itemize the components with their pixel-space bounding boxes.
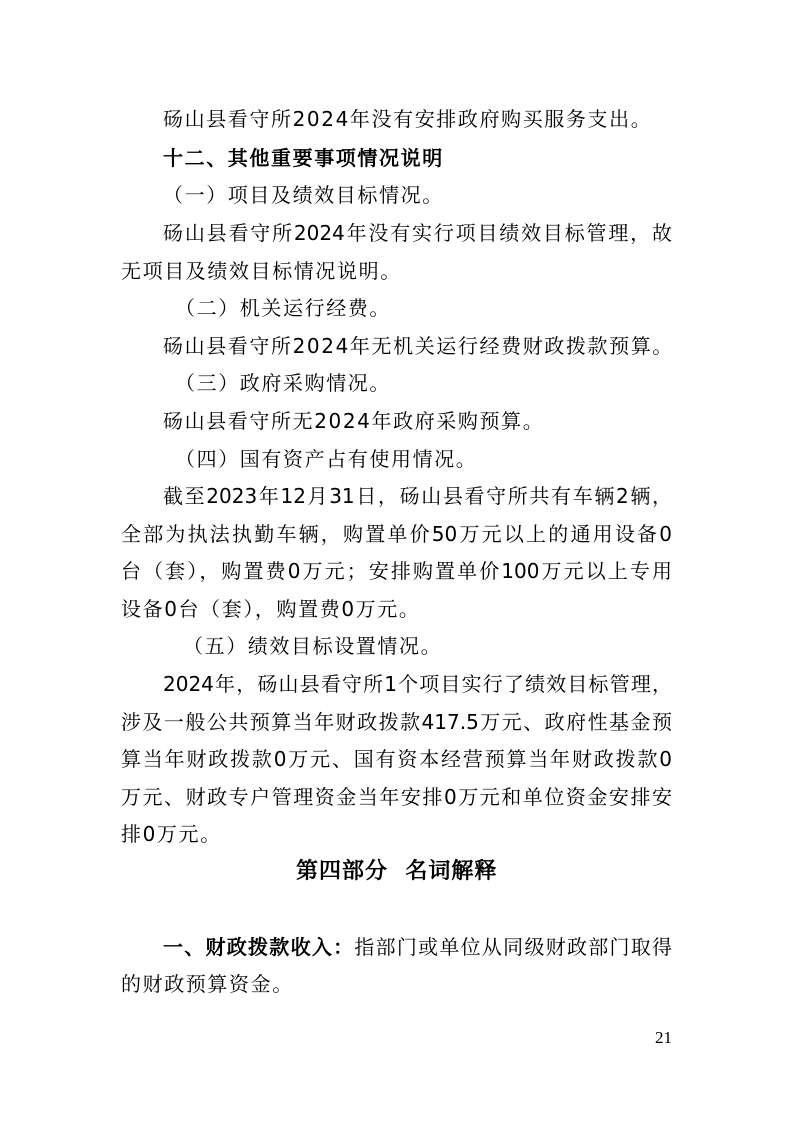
definition-text: 指部门或单位从同级财政部门取得	[354, 935, 673, 959]
definition-line	[163, 932, 672, 962]
text-line: 的财政预算资金。	[121, 972, 294, 996]
definition-term: 一、财政拨款收入：	[163, 935, 355, 959]
part-title: 第四部分 名词解释	[296, 859, 498, 884]
text-line: 排0万元。	[121, 822, 222, 846]
page-number: 21	[655, 1028, 672, 1047]
text-line: 砀山县看守所2024年无机关运行经费财政拨款预算。	[163, 334, 674, 358]
text-line: 全部为执法执勤车辆，购置单价50万元以上的通用设备0	[121, 522, 672, 546]
subsection-heading: （二）机关运行经费。	[175, 296, 391, 320]
subsection-heading: （三）政府采购情况。	[175, 371, 391, 395]
text-line: 设备0台（套），购置费0万元。	[121, 597, 421, 621]
text-line: 截至2023年12月31日，砀山县看守所共有车辆2辆，	[163, 484, 672, 508]
text-line: 算当年财政拨款0万元、国有资本经营预算当年财政拨款0	[121, 747, 672, 771]
text-line: 无项目及绩效目标情况说明。	[121, 259, 402, 283]
text-line: 涉及一般公共预算当年财政拨款417.5万元、政府性基金预	[121, 710, 672, 734]
subsection-heading: （一）项目及绩效目标情况。	[163, 183, 444, 207]
text-line: 万元、财政专户管理资金当年安排0万元和单位资金安排安	[121, 785, 672, 809]
section-heading: 十二、其他重要事项情况说明	[163, 146, 444, 170]
text-line: 砀山县看守所2024年没有安排政府购买服务支出。	[163, 107, 653, 131]
text-line: 台（套），购置费0万元；安排购置单价100万元以上专用	[121, 559, 672, 583]
text-line: 2024年，砀山县看守所1个项目实行了绩效目标管理，	[163, 672, 672, 696]
text-line: 砀山县看守所2024年没有实行项目绩效目标管理，故	[163, 221, 672, 245]
subsection-heading: （四）国有资产占有使用情况。	[175, 447, 478, 471]
text-line: 砀山县看守所无2024年政府采购预算。	[163, 409, 545, 433]
subsection-heading: （五）绩效目标设置情况。	[183, 634, 443, 658]
